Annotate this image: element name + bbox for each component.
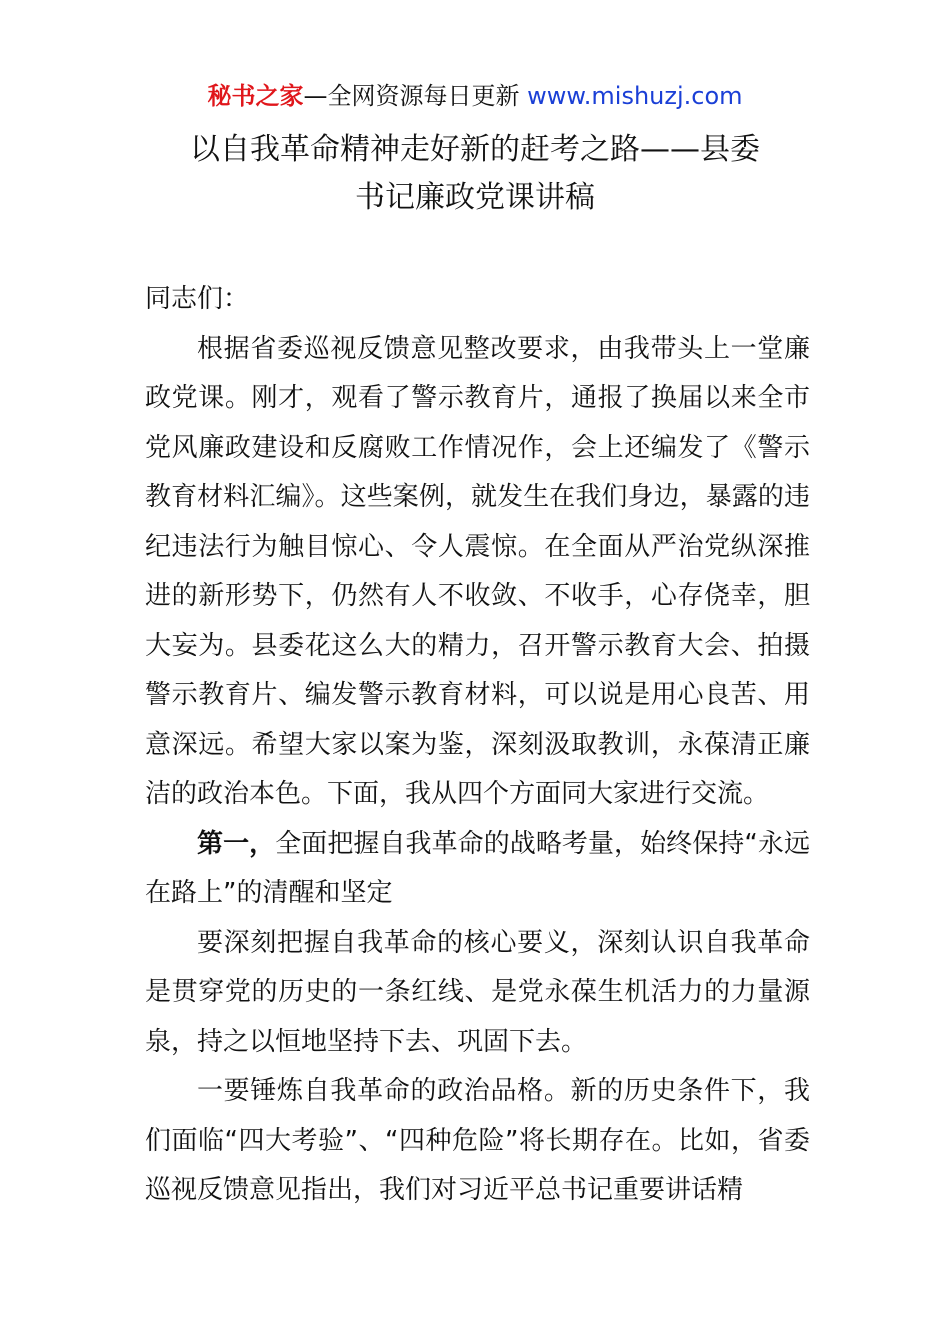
- salutation: 同志们：: [145, 284, 250, 314]
- document-title: [120, 126, 830, 222]
- paragraph-core-meaning: 要深刻把握自我革命的核心要义，深刻认识自我革命是贯穿党的历史的一条红线、是党永葆生机活力的力量源泉，持之以恒地坚持下去、巩固下去。: [145, 927, 810, 1057]
- section-heading-1-lead: 第一，: [197, 828, 276, 859]
- section-heading-1: [145, 820, 810, 919]
- paragraph-political-character: 一要锤炼自我革命的政治品格。新的历史条件下，我们面临“四大考验”、“四种危险”将长期存在。比如，省委巡视反馈意见指出，我们对习近平总书记重要讲话精: [145, 1076, 810, 1205]
- title-line-2: 书记廉政党课讲稿: [355, 180, 595, 215]
- site-header: [0, 78, 950, 114]
- title-line-1: 以自我革命精神走好新的赶考之路——县委: [190, 132, 760, 167]
- site-url-link[interactable]: www.mishuzj.com: [527, 82, 743, 110]
- site-brand: 秘书之家: [207, 82, 304, 110]
- paragraph-intro: 根据省委巡视反馈意见整改要求，由我带头上一堂廉政党课。刚才，观看了警示教育片，通报了换届以来全市党风廉政建设和反腐败工作情况作，会上还编发了《警示教育材料汇编》。这些案例，就发生在我们身边，暴露的违纪违法行为触目惊心、令人震惊。在全面从严治党纵深推进的新形势下，仍然有人不收敛、不收手，心存侥幸，胆大妄为。县委花这么大的精力，召开警示教育大会、拍摄警示教育片、编发警示教育材料，可以说是用心良苦、用意深远。希望大家以案为鉴，深刻汲取教训，永葆清正廉洁的政治本色。下面，我从四个方面同大家进行交流。: [145, 333, 810, 809]
- document-body: [145, 275, 810, 1216]
- site-tagline: —全网资源每日更新: [303, 82, 528, 110]
- section-heading-1-text: 全面把握自我革命的战略考量，始终保持“永远在路上”的清醒和坚定: [145, 828, 810, 908]
